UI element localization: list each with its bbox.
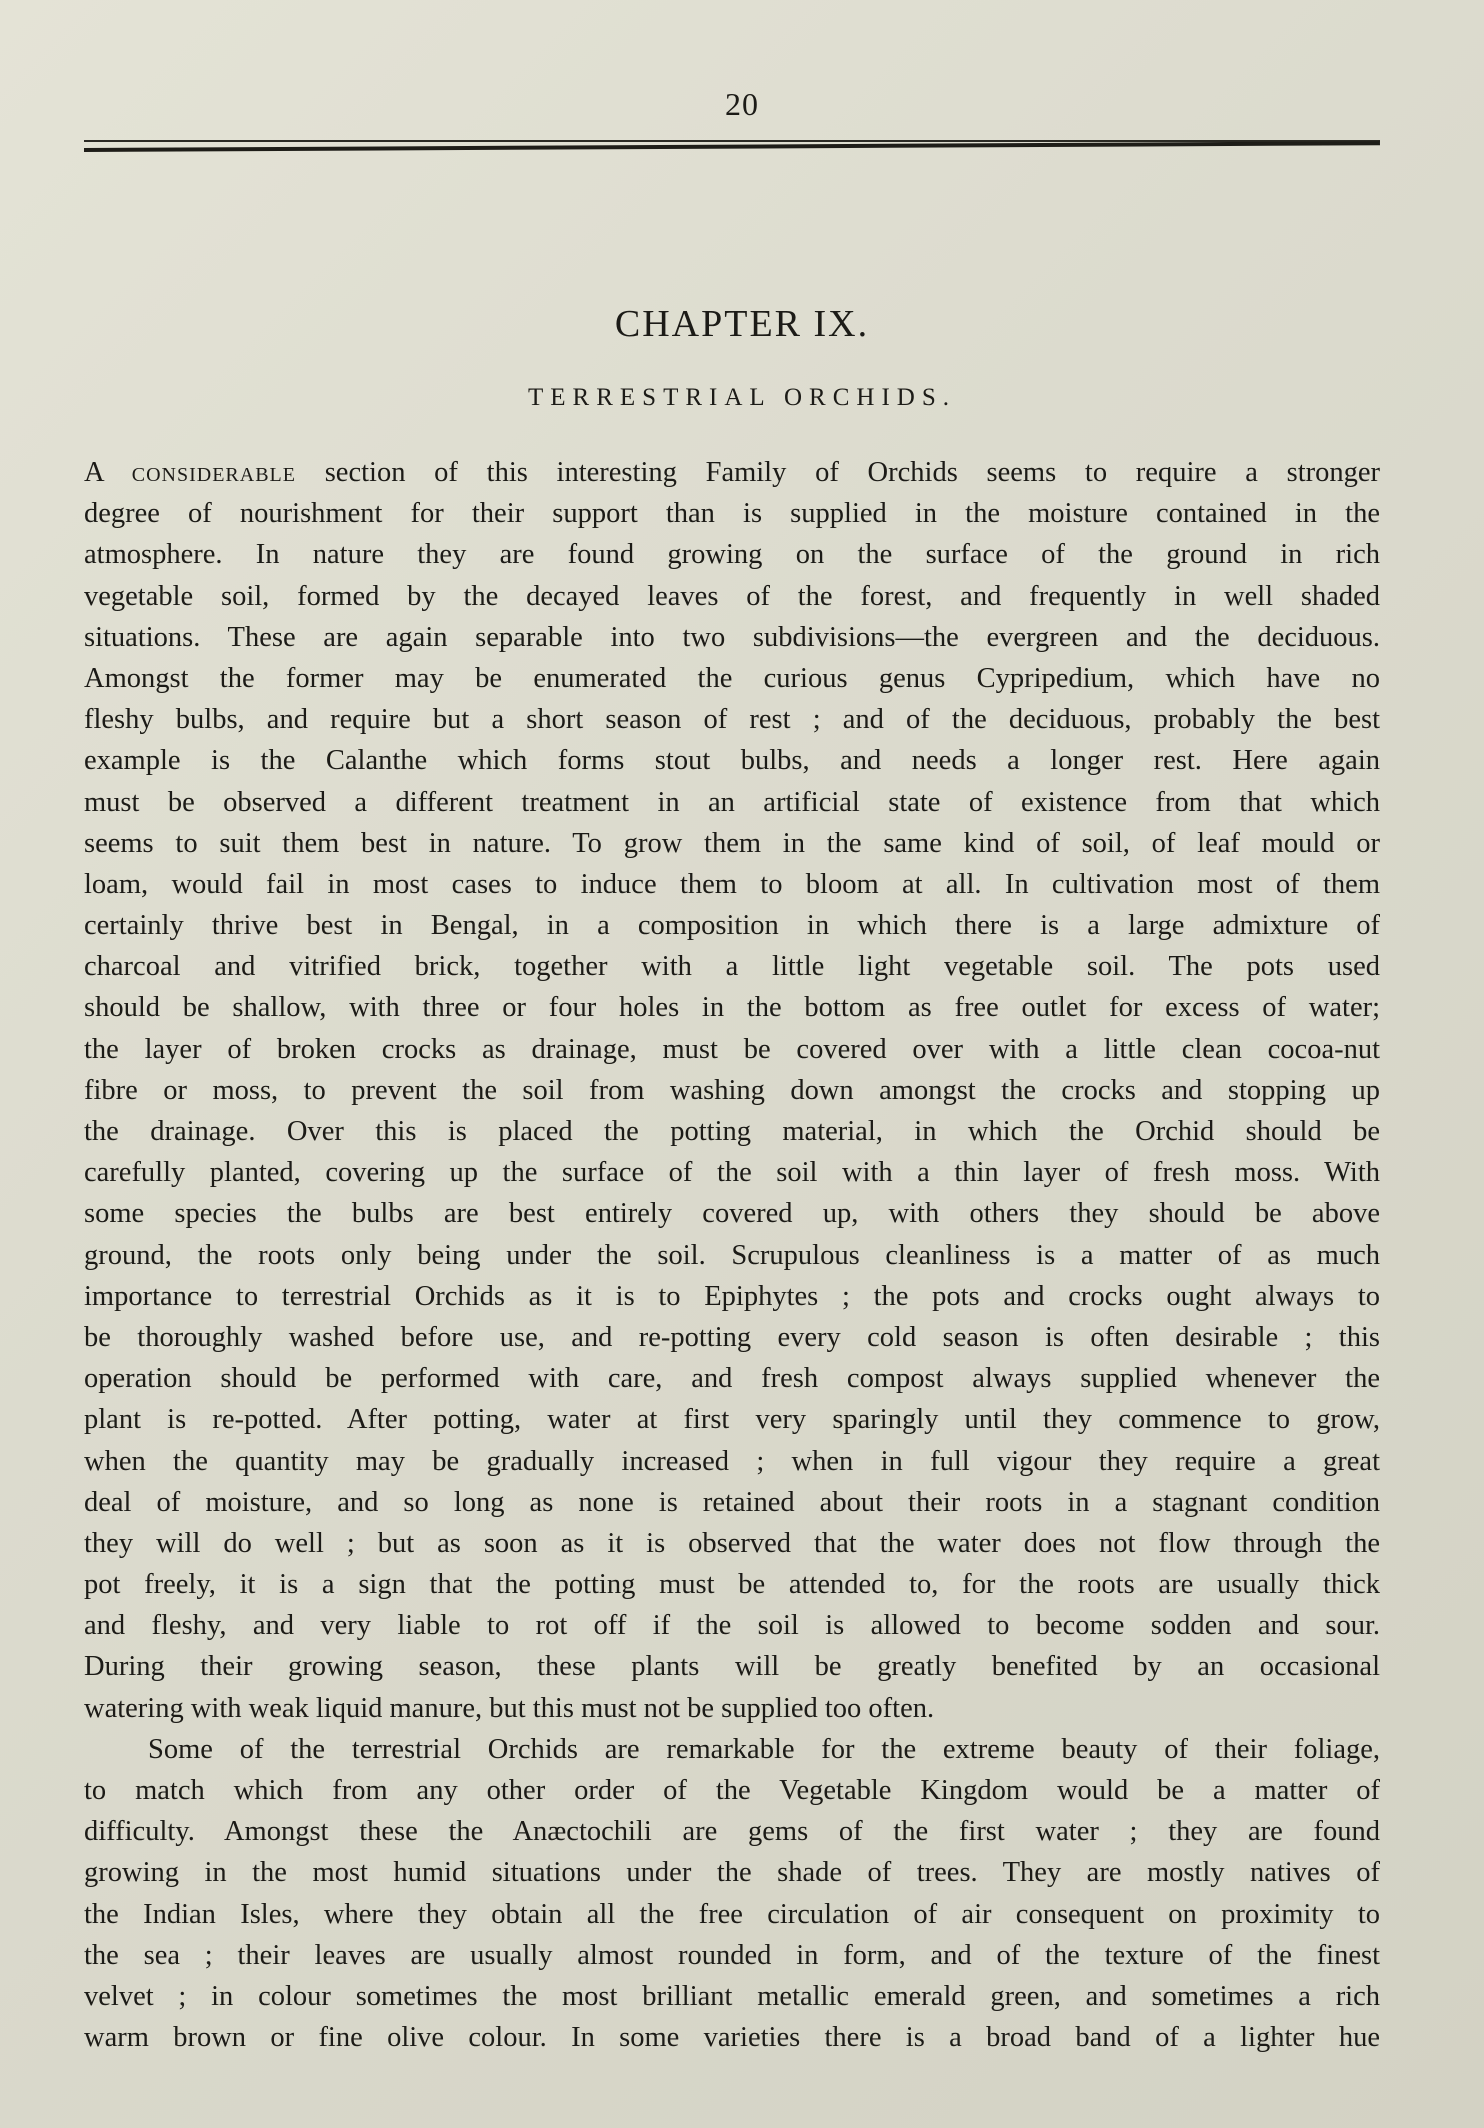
text-line: the sea ; their leaves are usually almost rounded in form, and of the texture of the finest <box>84 1939 1380 1971</box>
text-line: Some of the terrestrial Orchids are remarkable for the extreme beauty of their foliage, <box>148 1733 1380 1765</box>
text-line: ground, the roots only being under the soil. Scrupulous cleanliness is a matter of as much <box>84 1239 1380 1271</box>
text-line: velvet ; in colour sometimes the most brilliant metallic emerald green, and sometimes a rich <box>84 1980 1380 2012</box>
text-line: example is the Calanthe which forms stout bulbs, and needs a longer rest. Here again <box>84 745 1380 777</box>
lead-letter: A <box>84 457 104 488</box>
text-line: some species the bulbs are best entirely covered up, with others they should be above <box>84 1198 1380 1230</box>
chapter-title: CHAPTER IX. <box>614 303 870 345</box>
paragraph-1 <box>84 493 1380 1729</box>
text-line: carefully planted, covering up the surface of the soil with a thin layer of fresh moss. With <box>84 1157 1380 1189</box>
text-line: warm brown or fine olive colour. In some varieties there is a broad band of a lighter hue <box>84 2022 1380 2054</box>
text-line: loam, would fail in most cases to induce them to bloom at all. In cultivation most of them <box>84 868 1380 900</box>
text-line: degree of nourishment for their support than is supplied in the moisture contained in the <box>84 498 1380 530</box>
opening-line <box>84 452 1380 493</box>
text-line: when the quantity may be gradually increased ; when in full vigour they require a great <box>84 1445 1380 1477</box>
text-line: difficulty. Amongst these the Anæctochili are gems of the first water ; they are found <box>84 1816 1380 1848</box>
text-line: seems to suit them best in nature. To grow them in the same kind of soil, of leaf mould or <box>84 827 1380 859</box>
text-line: the Indian Isles, where they obtain all the free circulation of air consequent on proximity to <box>84 1898 1380 1930</box>
text-line: Amongst the former may be enumerated the curious genus Cypripedium, which have no <box>84 662 1380 694</box>
text-line: they will do well ; but as soon as it is observed that the water does not flow through the <box>84 1527 1380 1559</box>
paragraph-2 <box>84 1729 1380 2059</box>
section-title: TERRESTRIAL ORCHIDS. <box>528 384 956 411</box>
text-line: be thoroughly washed before use, and re-potting every cold season is often desirable ; this <box>84 1321 1380 1353</box>
text-line: operation should be performed with care, and fresh compost always supplied whenever the <box>84 1363 1380 1395</box>
lead-word: considerable <box>131 457 296 488</box>
text-line: should be shallow, with three or four holes in the bottom as free outlet for excess of water; <box>84 992 1380 1024</box>
text-line: plant is re-potted. After potting, water at first very sparingly until they commence to grow, <box>84 1404 1380 1436</box>
text-line: watering with weak liquid manure, but this must not be supplied too often. <box>84 1692 935 1724</box>
text-line: to match which from any other order of the Vegetable Kingdom would be a matter of <box>84 1775 1380 1806</box>
text-line: pot freely, it is a sign that the potting must be attended to, for the roots are usually thick <box>84 1569 1380 1601</box>
text-line: the layer of broken crocks as drainage, must be covered over with a little clean cocoa-nut <box>84 1033 1380 1065</box>
header-rule-thick <box>84 141 1380 152</box>
text-line: certainly thrive best in Bengal, in a composition in which there is a large admixture of <box>84 910 1380 942</box>
text-line: growing in the most humid situations under the shade of trees. They are mostly natives of <box>84 1857 1380 1889</box>
text-line: situations. These are again separable into two subdivisions—the evergreen and the deciduous. <box>84 621 1380 653</box>
opening-line-rest: section of this interesting Family of Orchids seems to require a stronger <box>324 457 1380 488</box>
text-line: During their growing season, these plants will be greatly benefited by an occasional <box>84 1651 1380 1683</box>
text-line: the drainage. Over this is placed the potting material, in which the Orchid should be <box>84 1116 1380 1147</box>
body-text <box>84 452 1380 2058</box>
text-line: charcoal and vitrified brick, together with a little light vegetable soil. The pots used <box>84 951 1380 983</box>
page-number: 20 <box>725 86 759 122</box>
text-line: vegetable soil, formed by the decayed leaves of the forest, and frequently in well shaded <box>84 580 1380 612</box>
text-line: deal of moisture, and so long as none is retained about their roots in a stagnant condition <box>84 1486 1380 1518</box>
text-line: fibre or moss, to prevent the soil from washing down amongst the crocks and stopping up <box>84 1074 1380 1106</box>
text-line: atmosphere. In nature they are found growing on the surface of the ground in rich <box>84 539 1380 571</box>
text-line: importance to terrestrial Orchids as it is to Epiphytes ; the pots and crocks ought always to <box>84 1280 1380 1312</box>
text-line: fleshy bulbs, and require but a short season of rest ; and of the deciduous, probably the best <box>84 704 1380 736</box>
text-line: must be observed a different treatment in an artificial state of existence from that which <box>84 786 1380 818</box>
text-line: and fleshy, and very liable to rot off if the soil is allowed to become sodden and sour. <box>84 1610 1380 1642</box>
